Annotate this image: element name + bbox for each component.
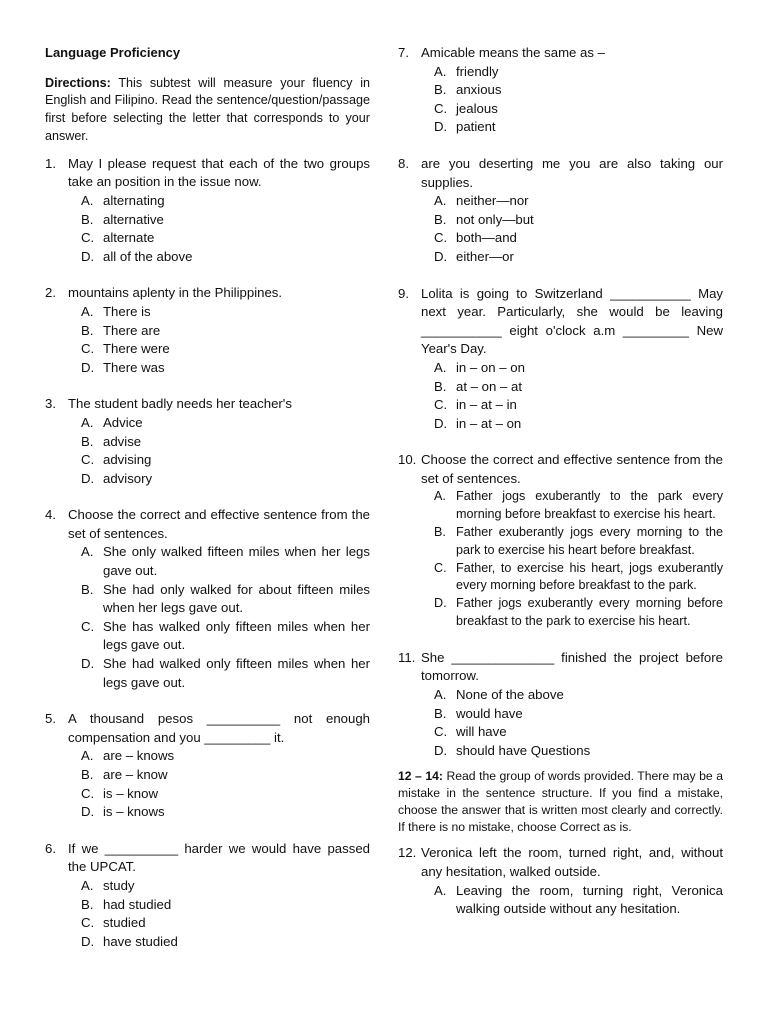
option-d[interactable]: D. There was <box>81 359 165 375</box>
question-number: 9. <box>398 285 409 301</box>
question-text: Choose the correct and effective sentence from the set of sentences. <box>68 507 370 541</box>
question-2 <box>45 284 370 377</box>
option-a[interactable]: A. Advice <box>81 414 143 430</box>
option-d[interactable]: D. either—or <box>434 248 514 264</box>
question-8 <box>398 155 723 267</box>
option-a[interactable]: A. She only walked fifteen miles when her legs gave out. <box>81 544 370 579</box>
option-c[interactable]: C. She has walked only fifteen miles when her legs gave out. <box>81 618 370 653</box>
question-11 <box>398 649 723 761</box>
question-text: Amicable means the same as – <box>421 45 605 60</box>
directions-text: This subtest will measure your fluency in English and Filipino. Read the sentence/question/passage first before selecting the letter that corresponds to your answer. <box>45 75 370 143</box>
question-text: A thousand pesos __________ not enough compensation and you _________ it. <box>68 711 370 745</box>
option-c[interactable]: C. is – know <box>81 785 158 801</box>
option-a[interactable]: A. study <box>81 877 135 893</box>
question-9 <box>398 285 723 434</box>
left-column <box>45 44 370 951</box>
option-b[interactable]: B. at – on – at <box>434 378 522 394</box>
option-d[interactable]: D. in – at – on <box>434 415 522 431</box>
option-b[interactable]: B. alternative <box>81 211 164 227</box>
option-b[interactable]: B. not only—but <box>434 211 534 227</box>
option-a[interactable]: A. are – knows <box>81 748 175 764</box>
option-c[interactable]: C. studied <box>81 915 146 931</box>
question-number: 1. <box>45 155 56 171</box>
option-d[interactable]: D. patient <box>434 119 496 135</box>
question-number: 4. <box>45 507 56 523</box>
option-a[interactable]: A. Father jogs exuberantly to the park every morning before breakfast to exercise his heart. <box>434 489 723 522</box>
question-number: 5. <box>45 711 56 727</box>
option-c[interactable]: C. will have <box>434 724 507 740</box>
question-number: 7. <box>398 45 409 60</box>
option-d[interactable]: D. all of the above <box>81 248 193 264</box>
question-text: If we __________ harder we would have passed the UPCAT. <box>68 840 370 875</box>
option-d[interactable]: D. advisory <box>81 470 153 486</box>
question-text: Veronica left the room, turned right, and, without any hesitation, walked outside. <box>421 845 723 879</box>
option-b[interactable]: B. would have <box>434 705 523 721</box>
question-4 <box>45 506 370 692</box>
right-column <box>398 44 723 919</box>
option-a[interactable]: A. Leaving the room, turning right, Veronica walking outside without any hesitation. <box>434 882 723 917</box>
question-12 <box>398 844 723 918</box>
option-d[interactable]: D. have studied <box>81 933 178 949</box>
question-text: May I please request that each of the two groups take an position in the issue now. <box>68 155 370 190</box>
option-c[interactable]: C. jealous <box>434 100 498 116</box>
option-c[interactable]: C. both—and <box>434 230 517 246</box>
option-b[interactable]: B. Father exuberantly jogs every morning to the park to exercise his heart before breakfast. <box>434 525 723 557</box>
option-a[interactable]: A. friendly <box>434 63 499 79</box>
option-d[interactable]: D. Father jogs exuberantly every morning before breakfast to the park to exercise his heart. <box>434 596 723 629</box>
question-text: mountains aplenty in the Philippines. <box>68 285 283 301</box>
section-instructions <box>398 768 723 836</box>
option-c[interactable]: C. in – at – in <box>434 397 517 413</box>
option-c[interactable]: C. Father, to exercise his heart, jogs exuberantly every morning before breakfast to the park. <box>434 560 723 593</box>
option-a[interactable]: A. There is <box>81 303 151 319</box>
section-instructions-label: 12 – 14: <box>398 769 443 784</box>
option-d[interactable]: D. She had walked only fifteen miles when her legs gave out. <box>81 656 370 690</box>
question-number: 8. <box>398 155 409 171</box>
question-number: 3. <box>45 396 56 412</box>
section-instructions-text: Read the group of words provided. There may be a mistake in the sentence structure. If you find a mistake, choose the answer that is written most clearly and correctly. If there is no mistake, choose Correct as is. <box>398 769 723 835</box>
option-b[interactable]: B. had studied <box>81 896 172 912</box>
option-b[interactable]: B. advise <box>81 433 142 449</box>
question-number: 11. <box>398 649 416 665</box>
question-text: She ______________ finished the project before tomorrow. <box>421 649 723 684</box>
directions-label: Directions: <box>45 75 111 90</box>
question-text: Lolita is going to Switzerland ___________ May next year. Particularly, she would be leaving ___________ eight o'clock a.m _________ New Year's Day. <box>421 285 723 357</box>
question-number: 12. <box>398 845 417 861</box>
question-7 <box>398 44 723 137</box>
question-1 <box>45 155 370 267</box>
option-b[interactable]: B. anxious <box>434 82 502 98</box>
option-c[interactable]: C. There were <box>81 341 170 357</box>
option-c[interactable]: C. alternate <box>81 230 155 246</box>
question-3 <box>45 395 370 488</box>
question-number: 2. <box>45 285 56 301</box>
option-d[interactable]: D. is – knows <box>81 804 165 820</box>
option-b[interactable]: B. She had only walked for about fifteen miles when her legs gave out. <box>81 581 370 616</box>
question-number: 10. <box>398 452 417 468</box>
question-text: are you deserting me you are also taking our supplies. <box>421 155 723 190</box>
question-10 <box>398 451 723 631</box>
option-d[interactable]: D. should have Questions <box>434 742 591 758</box>
question-text: The student badly needs her teacher's <box>68 396 292 412</box>
question-number: 6. <box>45 840 56 856</box>
option-a[interactable]: A. alternating <box>81 192 165 208</box>
option-c[interactable]: C. advising <box>81 452 152 468</box>
option-a[interactable]: A. None of the above <box>434 687 564 703</box>
question-6 <box>45 840 370 952</box>
option-b[interactable]: B. are – know <box>81 767 168 782</box>
option-a[interactable]: A. in – on – on <box>434 359 525 375</box>
directions <box>45 75 370 146</box>
question-text: Choose the correct and effective sentence from the set of sentences. <box>421 452 723 486</box>
option-b[interactable]: B. There are <box>81 322 161 338</box>
option-a[interactable]: A. neither—nor <box>434 193 529 209</box>
page-title: Language Proficiency <box>45 45 181 60</box>
question-5 <box>45 710 370 822</box>
